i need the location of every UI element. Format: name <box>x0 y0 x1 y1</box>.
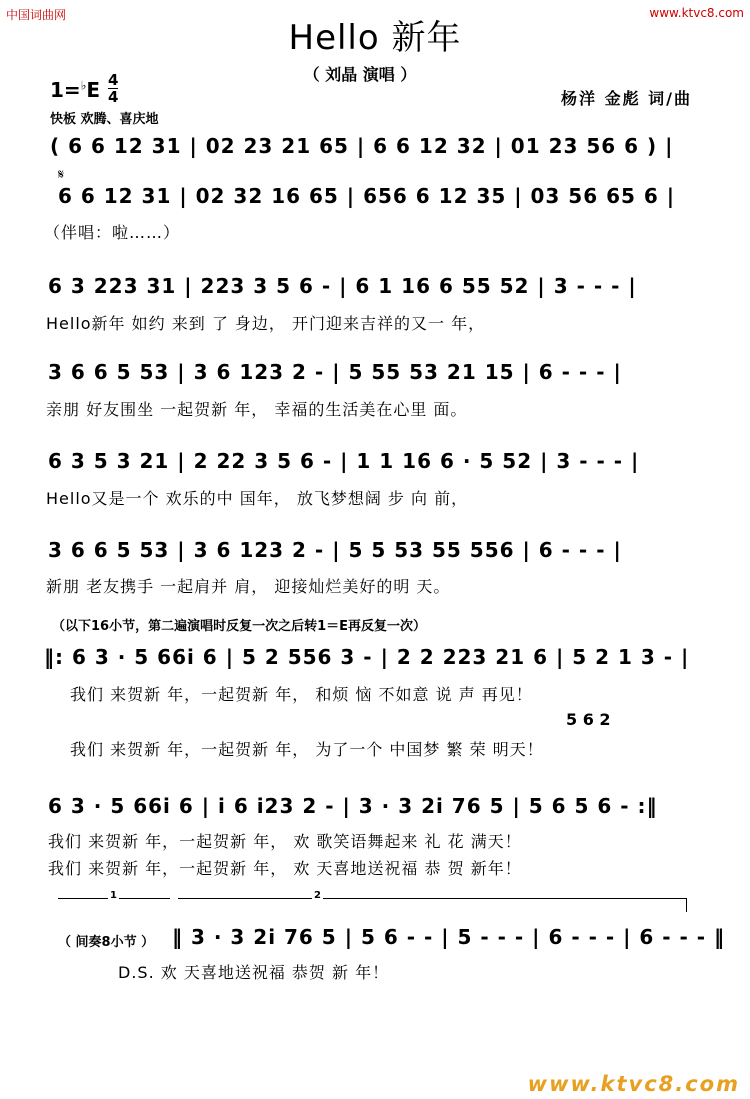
line6-notes: ‖: 6 3 · 5 66i 6 | 5 2 556 3 - | 2 2 223 21 6 | 5 2 1 3 - | <box>44 645 690 669</box>
time-signature <box>108 72 118 105</box>
interlude-label: （ 间奏8小节 ） <box>58 935 155 950</box>
song-title: Hello 新年 <box>288 18 462 58</box>
tempo-marking: 快板 欢腾、喜庆地 <box>50 112 159 127</box>
time-bottom: 4 <box>108 88 119 106</box>
singer-credit: （ 刘晶 演唱 ） <box>303 65 417 84</box>
site-url-right: www.ktvc8.com <box>649 6 744 20</box>
line6-small-notes: 5 6 2 <box>566 710 611 729</box>
line8-lyric: D.S. 欢 天喜地送祝福 恭贺 新 年！ <box>118 963 390 982</box>
line1-lyric: （伴唱：啦……） <box>44 223 181 242</box>
key-flat: ♭ <box>80 78 87 93</box>
line6-lyric-2: 我们 来贺新 年，一起贺新 年， 为了一个 中国梦 繁 荣 明天！ <box>70 740 544 759</box>
repeat-note: （以下16小节，第二遍演唱时反复一次之后转1＝E再反复一次） <box>52 619 427 634</box>
volta-2-bracket <box>178 898 686 899</box>
volta-2-end <box>686 898 687 912</box>
line1-notes: 6 6 12 31 | 02 32 16 65 | 656 6 12 35 | 03 56 65 6 | <box>58 184 676 208</box>
volta-1-label: 1 <box>110 890 117 901</box>
line6-lyric-1: 我们 来贺新 年，一起贺新 年， 和烦 恼 不如意 说 声 再见！ <box>70 685 533 704</box>
line5-lyric: 新朋 老友携手 一起肩并 肩， 迎接灿烂美好的明 天。 <box>46 577 451 596</box>
key-prefix: 1= <box>50 78 81 102</box>
key-letter: E <box>86 78 101 102</box>
line2-lyric: Hello新年 如约 来到 了 身边， 开门迎来吉祥的又一 年， <box>46 314 486 333</box>
line4-lyric: Hello又是一个 欢乐的中 国年， 放飞梦想阔 步 向 前， <box>46 489 469 508</box>
line7-lyric-1: 我们 来贺新 年，一起贺新 年， 欢 歌笑语舞起来 礼 花 满天！ <box>48 832 522 851</box>
line3-notes: 3 6 6 5 53 | 3 6 123 2 - | 5 55 53 21 15 | 6 - - - | <box>48 360 622 384</box>
line7-lyric-2: 我们 来贺新 年，一起贺新 年， 欢 天喜地送祝福 恭 贺 新年！ <box>48 859 522 878</box>
line5-notes: 3 6 6 5 53 | 3 6 123 2 - | 5 5 53 55 556 | 6 - - - | <box>48 538 622 562</box>
composer-credit: 杨洋 金彪 词/曲 <box>561 89 692 108</box>
intro-notes: ( 6 6 12 31 | 02 23 21 65 | 6 6 12 32 | 01 23 56 6 ) | <box>50 134 674 158</box>
line7-notes: 6 3 · 5 66i 6 | i 6 i23 2 - | 3 · 3 2i 76 5 | 5 6 5 6 - :‖ <box>48 794 658 818</box>
key-signature <box>50 78 100 102</box>
site-name-left: 中国词曲网 <box>6 8 67 22</box>
line8-notes: ‖ 3 · 3 2i 76 5 | 5 6 - - | 5 - - - | 6 - - - | 6 - - - ‖ <box>172 925 726 949</box>
line4-notes: 6 3 5 3 21 | 2 22 3 5 6 - | 1 1 16 6 · 5 52 | 3 - - - | <box>48 449 640 473</box>
time-top: 4 <box>108 71 119 89</box>
volta-2-label: 2 <box>314 890 321 901</box>
segno-sign: 𝄋 <box>58 167 65 183</box>
line3-lyric: 亲朋 好友围坐 一起贺新 年， 幸福的生活美在心里 面。 <box>46 400 468 419</box>
watermark: www.ktvc8.com <box>527 1072 740 1096</box>
line2-notes: 6 3 223 31 | 223 3 5 6 - | 6 1 16 6 55 52 | 3 - - - | <box>48 274 637 298</box>
